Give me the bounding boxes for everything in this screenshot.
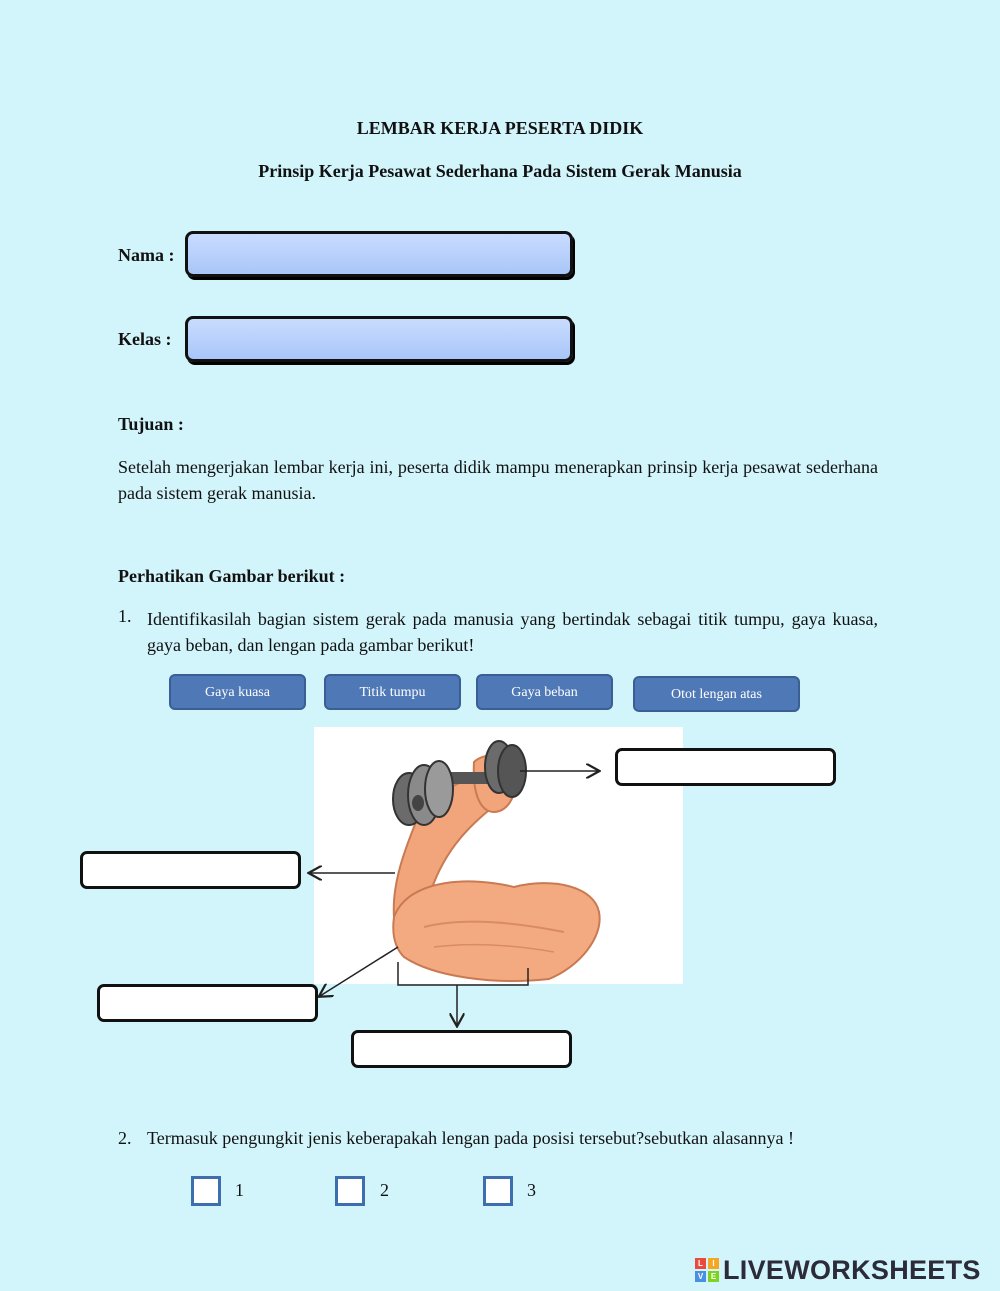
page-subtitle: Prinsip Kerja Pesawat Sederhana Pada Sistem Gerak Manusia: [258, 161, 742, 181]
choice-3-label: 3: [527, 1180, 536, 1200]
drop-box-upper-target[interactable]: [80, 851, 301, 889]
drop-box-gaya-beban-target[interactable]: [615, 748, 836, 786]
nama-label: Nama :: [118, 245, 175, 265]
choice-3-checkbox[interactable]: [483, 1176, 513, 1206]
question2-number: 2.: [118, 1128, 132, 1148]
section-heading: Perhatikan Gambar berikut :: [118, 566, 346, 586]
choice-2-checkbox[interactable]: [335, 1176, 365, 1206]
liveworksheets-logo[interactable]: [695, 1253, 981, 1287]
option-otot-lengan-atas[interactable]: Otot lengan atas: [633, 676, 800, 712]
option-titik-tumpu[interactable]: Titik tumpu: [324, 674, 461, 710]
kelas-label: Kelas :: [118, 329, 172, 349]
drop-box-bottom-target[interactable]: [351, 1030, 572, 1068]
option-gaya-beban[interactable]: Gaya beban: [476, 674, 613, 710]
tujuan-text: Setelah mengerjakan lembar kerja ini, peserta didik mampu menerapkan prinsip kerja pesawat sederhana pada sistem gerak manusia.: [118, 457, 878, 503]
choice-1-checkbox[interactable]: [191, 1176, 221, 1206]
option-gaya-kuasa[interactable]: Gaya kuasa: [169, 674, 306, 710]
question1-number: 1.: [118, 606, 132, 626]
question1-text: Identifikasilah bagian sistem gerak pada manusia yang bertindak sebagai titik tumpu, gaya kuasa, gaya beban, dan lengan pada gambar berikut!: [147, 609, 878, 655]
page-title: LEMBAR KERJA PESERTA DIDIK: [356, 118, 644, 138]
question2-text: Termasuk pengungkit jenis keberapakah lengan pada posisi tersebut?sebutkan alasannya !: [147, 1128, 795, 1148]
choice-1-label: 1: [235, 1180, 244, 1200]
drop-box-lower-target[interactable]: [97, 984, 318, 1022]
logo-text: LIVEWORKSHEETS: [723, 1254, 981, 1285]
choice-2-label: 2: [380, 1180, 389, 1200]
live-blocks-icon: L I V E: [695, 1258, 719, 1282]
tujuan-heading: Tujuan :: [118, 414, 184, 434]
